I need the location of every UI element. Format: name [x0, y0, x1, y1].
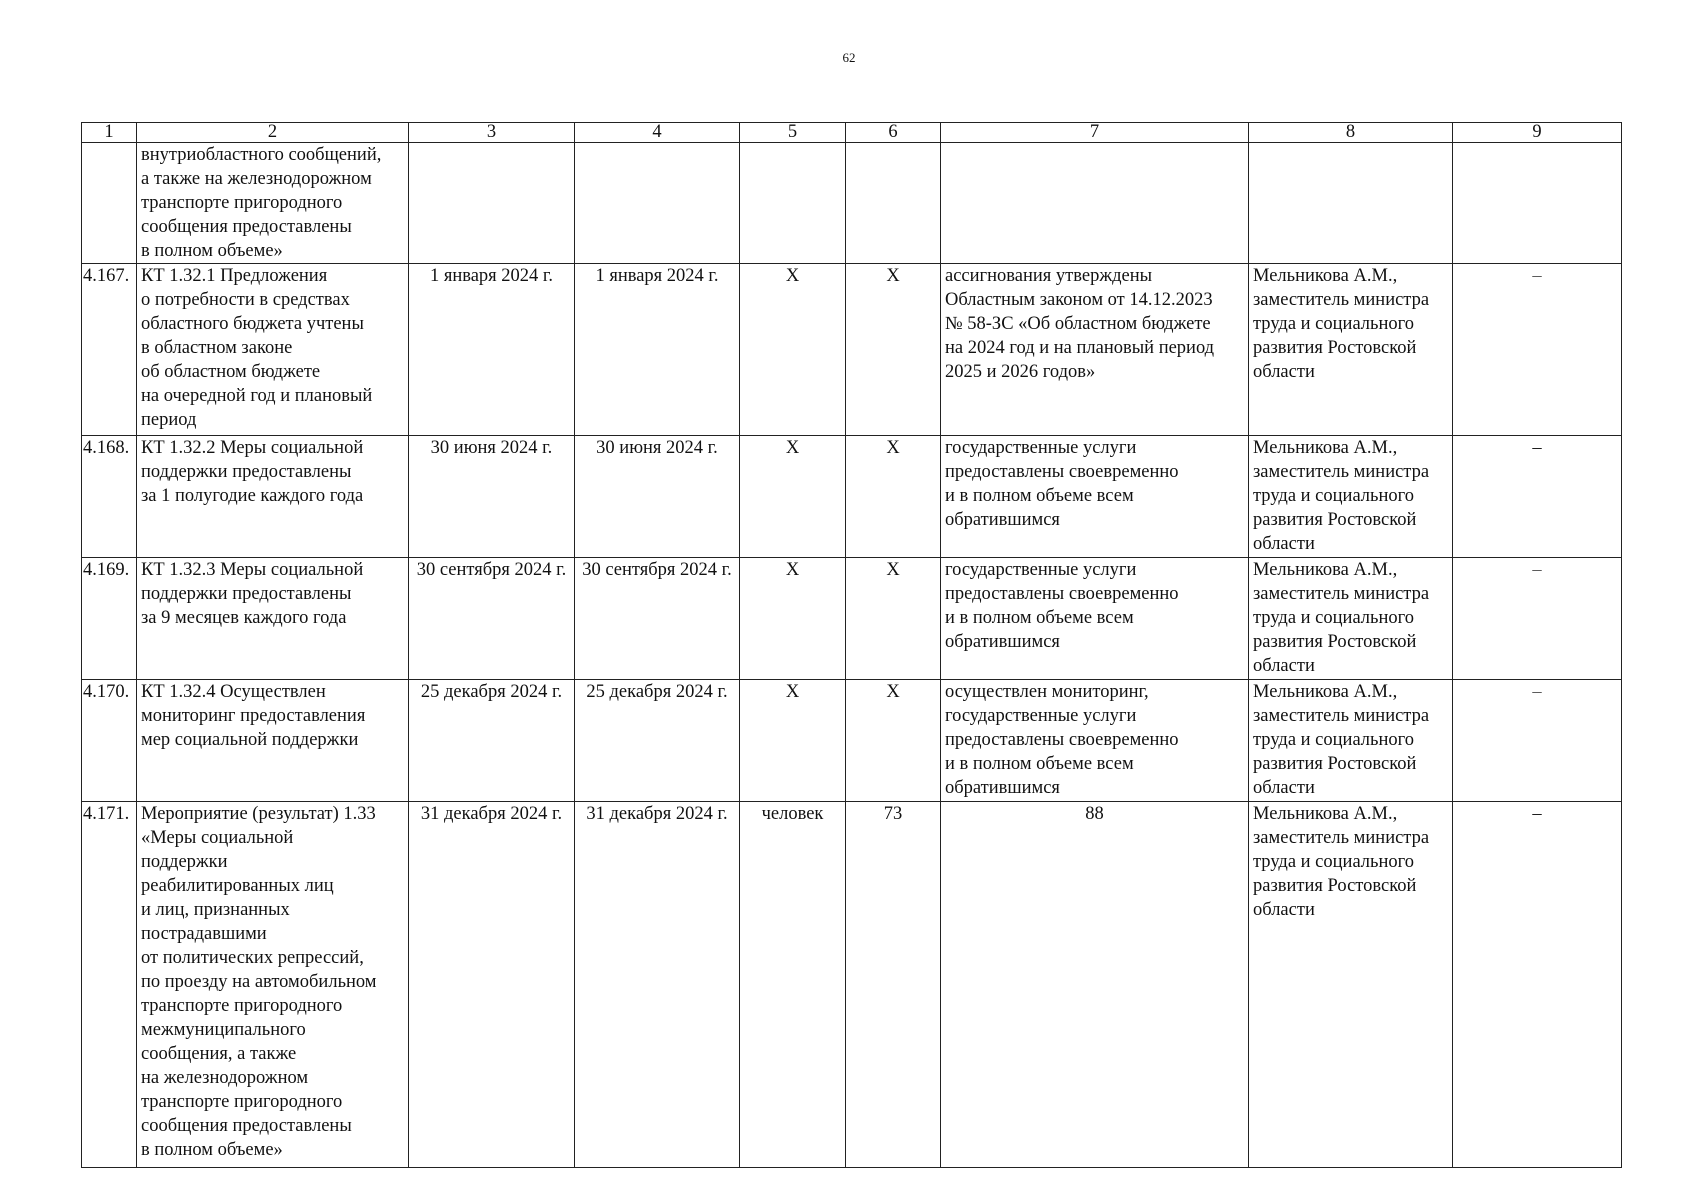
column-header: 6 [846, 123, 941, 143]
event-name: внутриобластного сообщений, а также на железнодорожном транспорте пригородного сообщения предоставлены в полном объеме» [137, 143, 409, 264]
end-date: 25 декабря 2024 г. [575, 680, 740, 802]
event-name: КТ 1.32.4 Осуществлен мониторинг предоставления мер социальной поддержки [137, 680, 409, 802]
base-value: X [846, 264, 941, 436]
start-date: 30 сентября 2024 г. [409, 558, 575, 680]
column-header: 5 [740, 123, 846, 143]
column-header: 9 [1453, 123, 1622, 143]
base-value [846, 143, 941, 264]
row-number [82, 143, 137, 264]
row-number: 4.168. [82, 436, 137, 558]
row-number: 4.169. [82, 558, 137, 680]
start-date [409, 143, 575, 264]
table-row [82, 436, 1622, 558]
end-date: 1 января 2024 г. [575, 264, 740, 436]
unit [740, 143, 846, 264]
table-row [82, 802, 1622, 1168]
column-header: 4 [575, 123, 740, 143]
column-header: 8 [1249, 123, 1453, 143]
note: – [1453, 436, 1622, 558]
end-date [575, 143, 740, 264]
unit: X [740, 264, 846, 436]
event-name: КТ 1.32.2 Меры социальной поддержки предоставлены за 1 полугодие каждого года [137, 436, 409, 558]
base-value: X [846, 680, 941, 802]
end-date: 31 декабря 2024 г. [575, 802, 740, 1168]
column-header: 1 [82, 123, 137, 143]
base-value: X [846, 558, 941, 680]
result: государственные услуги предоставлены своевременно и в полном объеме всем обратившимся [941, 558, 1249, 680]
responsible: Мельникова А.М., заместитель министра труда и социального развития Ростовской области [1249, 264, 1453, 436]
note: – [1453, 680, 1622, 802]
result: ассигнования утверждены Областным законом от 14.12.2023 № 58-ЗС «Об областном бюджете на 2024 год и на плановый период 2025 и 2026 годов» [941, 264, 1249, 436]
responsible [1249, 143, 1453, 264]
note: – [1453, 264, 1622, 436]
note [1453, 143, 1622, 264]
unit: X [740, 680, 846, 802]
unit: человек [740, 802, 846, 1168]
end-date: 30 сентября 2024 г. [575, 558, 740, 680]
start-date: 30 июня 2024 г. [409, 436, 575, 558]
table-row [82, 680, 1622, 802]
end-date: 30 июня 2024 г. [575, 436, 740, 558]
result [941, 143, 1249, 264]
event-name: Мероприятие (результат) 1.33 «Меры социальной поддержки реабилитированных лиц и лиц, признанных пострадавшими от политических репрессий, по проезду на автомобильном транспорте пригородного межмуниципального сообщения, а также на железнодорожном транспорте пригородного сообщения предоставлены в полном объеме» [137, 802, 409, 1168]
result: осуществлен мониторинг, государственные услуги предоставлены своевременно и в полном объеме всем обратившимся [941, 680, 1249, 802]
row-number: 4.170. [82, 680, 137, 802]
start-date: 31 декабря 2024 г. [409, 802, 575, 1168]
responsible: Мельникова А.М., заместитель министра труда и социального развития Ростовской области [1249, 802, 1453, 1168]
note: – [1453, 802, 1622, 1168]
unit: X [740, 436, 846, 558]
column-header: 3 [409, 123, 575, 143]
base-value: 73 [846, 802, 941, 1168]
table-row [82, 558, 1622, 680]
page-number: 62 [842, 50, 856, 65]
responsible: Мельникова А.М., заместитель министра труда и социального развития Ростовской области [1249, 558, 1453, 680]
result: государственные услуги предоставлены своевременно и в полном объеме всем обратившимся [941, 436, 1249, 558]
start-date: 25 декабря 2024 г. [409, 680, 575, 802]
column-header-row [82, 123, 1622, 143]
note: – [1453, 558, 1622, 680]
table-row [82, 264, 1622, 436]
column-header: 7 [941, 123, 1249, 143]
row-number: 4.171. [82, 802, 137, 1168]
row-number: 4.167. [82, 264, 137, 436]
table-row [82, 143, 1622, 264]
event-name: КТ 1.32.3 Меры социальной поддержки предоставлены за 9 месяцев каждого года [137, 558, 409, 680]
responsible: Мельникова А.М., заместитель министра труда и социального развития Ростовской области [1249, 436, 1453, 558]
unit: X [740, 558, 846, 680]
responsible: Мельникова А.М., заместитель министра труда и социального развития Ростовской области [1249, 680, 1453, 802]
event-name: КТ 1.32.1 Предложения о потребности в средствах областного бюджета учтены в областном законе об областном бюджете на очередной год и плановый период [137, 264, 409, 436]
plan-table [81, 122, 1622, 1168]
start-date: 1 января 2024 г. [409, 264, 575, 436]
base-value: X [846, 436, 941, 558]
result: 88 [941, 802, 1249, 1168]
column-header: 2 [137, 123, 409, 143]
